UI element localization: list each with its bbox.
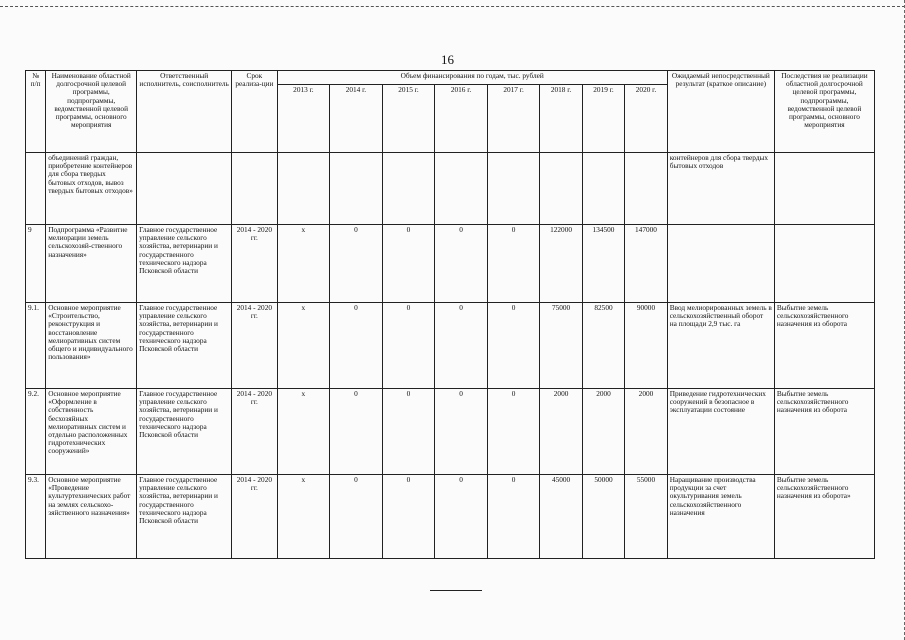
row-value: 0 [382, 303, 435, 389]
row-value: 0 [330, 389, 383, 475]
year-header: 2014 г. [330, 85, 383, 153]
year-header: 2019 г. [582, 85, 624, 153]
row-value: 0 [435, 475, 488, 559]
table-row [26, 303, 875, 389]
row-value: 122000 [540, 225, 582, 303]
row-num: 9.2. [26, 389, 46, 475]
row-value: 2000 [582, 389, 624, 475]
row-value: 2000 [625, 389, 668, 475]
row-value: 90000 [625, 303, 668, 389]
col-header-responsible: Ответственный исполнитель, соисполнитель [137, 71, 232, 153]
row-value: 0 [330, 225, 383, 303]
row-value: 134500 [582, 225, 624, 303]
year-header: 2013 г. [277, 85, 330, 153]
row-responsible: Главное государственное управление сельского хозяйства, ветеринарии и государственного технического надзора Псковской области [137, 225, 232, 303]
row-expected: Приведение гидротехнических сооружений в безопасное в эксплуатации состояние [667, 389, 774, 475]
row-value: 2000 [540, 389, 582, 475]
row-value: х [277, 225, 330, 303]
col-header-expected: Ожидаемый непосредственный результат (краткое описание) [667, 71, 774, 153]
row-value: 0 [487, 475, 540, 559]
table-row-continuation [26, 153, 875, 225]
year-header: 2016 г. [435, 85, 488, 153]
col-header-consequence: Последствия не реализации областной долгосрочной целевой программы, подпрограммы, ведомственной целевой программы, основного мероприятия [774, 71, 874, 153]
row-value: х [277, 389, 330, 475]
col-header-funding: Объем финансирования по годам, тыс. рублей [277, 71, 667, 85]
row-consequence [774, 225, 874, 303]
col-header-term: Срок реализа-ции [232, 71, 277, 153]
row-name: Основное мероприятие «Строительство, реконструкция и восстановление мелиоративных систем общего и индивидуального пользования» [46, 303, 137, 389]
row-value: 0 [382, 389, 435, 475]
col-header-num: № п/п [26, 71, 46, 153]
document-body [25, 70, 875, 559]
row-name: Основное мероприятие «Проведение культуртехнических работ на землях сельскохо-зяйственного назначения» [46, 475, 137, 559]
row-num: 9 [26, 225, 46, 303]
row-value: х [277, 475, 330, 559]
row-term: 2014 - 2020 гг. [232, 475, 277, 559]
funding-table [25, 70, 875, 559]
row-value: 0 [435, 389, 488, 475]
row-expected: контейнеров для сбора твердых бытовых отходов [667, 153, 774, 225]
row-value: 0 [487, 225, 540, 303]
row-value: 0 [435, 225, 488, 303]
row-value: 0 [330, 303, 383, 389]
col-header-name: Наименование областной долгосрочной целевой программы, подпрограммы, ведомственной целевой программы, основного мероприятия [46, 71, 137, 153]
row-value: 0 [382, 475, 435, 559]
row-num: 9.3. [26, 475, 46, 559]
year-header: 2015 г. [382, 85, 435, 153]
row-responsible: Главное государственное управление сельского хозяйства, ветеринарии и государственного технического надзора Псковской области [137, 389, 232, 475]
row-value: 147000 [625, 225, 668, 303]
row-value: 45000 [540, 475, 582, 559]
row-value: 0 [330, 475, 383, 559]
row-value: 0 [382, 225, 435, 303]
row-value: 75000 [540, 303, 582, 389]
row-responsible: Главное государственное управление сельского хозяйства, ветеринарии и государственного технического надзора Псковской области [137, 303, 232, 389]
row-term: 2014 - 2020 гг. [232, 225, 277, 303]
row-expected [667, 225, 774, 303]
row-value: 0 [487, 303, 540, 389]
table-row [26, 389, 875, 475]
row-consequence: Выбытие земель сельскохозяйственного назначения из оборота» [774, 475, 874, 559]
row-name: объединений граждан, приобретение контейнеров для сбора твердых бытовых отходов, вывоз твердых бытовых отходов» [46, 153, 137, 225]
end-separator-line [430, 590, 482, 591]
row-name: Подпрограмма «Развитие мелиорации земель сельскохозяй-ственного назначения» [46, 225, 137, 303]
row-value: 0 [487, 389, 540, 475]
table-row [26, 475, 875, 559]
row-name: Основное мероприятие «Оформление в собственность бесхозяйных мелиоративных систем и отдельно расположенных гидротехнических сооружений» [46, 389, 137, 475]
row-expected: Ввод мелиорированных земель в сельскохозяйственный оборот на площади 2,9 тыс. га [667, 303, 774, 389]
row-term: 2014 - 2020 гг. [232, 389, 277, 475]
row-consequence: Выбытие земель сельскохозяйственного назначения из оборота [774, 389, 874, 475]
year-header: 2018 г. [540, 85, 582, 153]
row-consequence: Выбытие земель сельскохозяйственного назначения из оборота [774, 303, 874, 389]
row-num: 9.1. [26, 303, 46, 389]
row-value: 0 [435, 303, 488, 389]
page-number: 16 [441, 52, 454, 67]
row-value: 55000 [625, 475, 668, 559]
row-term: 2014 - 2020 гг. [232, 303, 277, 389]
row-value: 82500 [582, 303, 624, 389]
row-responsible: Главное государственное управление сельского хозяйства, ветеринарии и государственного технического надзора Псковской области [137, 475, 232, 559]
row-expected: Наращивание производства продукции за счет окультуривания земель сельскохозяйственного назначения [667, 475, 774, 559]
year-header: 2017 г. [487, 85, 540, 153]
row-value: х [277, 303, 330, 389]
table-row [26, 225, 875, 303]
scan-top-edge [0, 6, 905, 7]
row-value: 50000 [582, 475, 624, 559]
year-header: 2020 г. [625, 85, 668, 153]
